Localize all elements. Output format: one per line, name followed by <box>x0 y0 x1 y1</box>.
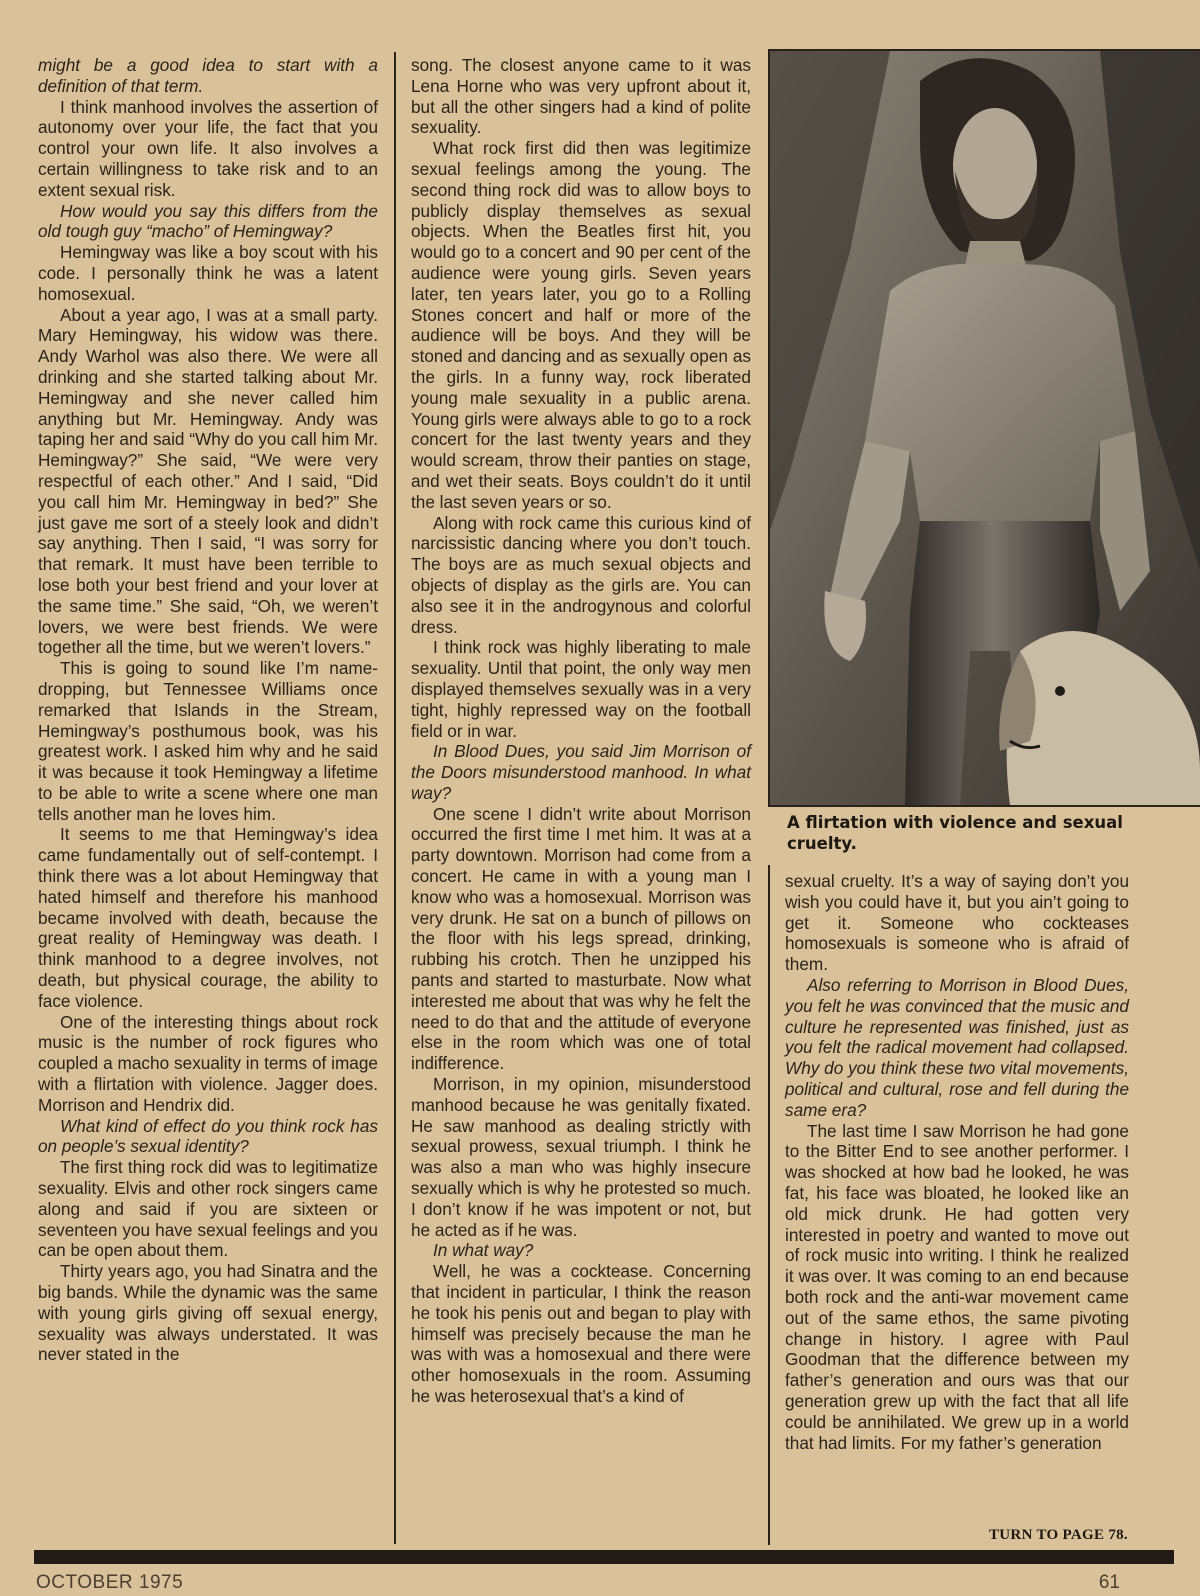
interview-answer: Thirty years ago, you had Sinatra and the big bands. While the dynamic was the same with young girls giving off sexual energy, sexuality was always understated. It was never stated in the <box>38 1261 378 1365</box>
interview-answer: It seems to me that Hemingway’s idea came fundamentally out of self-contempt. I think there was a lot about Hemingway that hated himself and therefore his manhood became involved with death, because the great reality of Hemingway was death. I think manhood to a degree involves, not death, but physical courage, the ability to face violence. <box>38 824 378 1011</box>
interview-answer: I think manhood involves the assertion of autonomy over your life, the fact that you control your own life. It also involves a certain willingness to take risk and to an extent sexual risk. <box>38 96 378 200</box>
footer-rule <box>34 1550 1174 1564</box>
photo-caption: A flirtation with violence and sexual cruelty. <box>787 813 1123 853</box>
interview-question: In Blood Dues, you said Jim Morrison of the Doors misunderstood manhood. In what way? <box>411 741 751 803</box>
interview-answer: This is going to sound like I’m name-dropping, but Tennessee Williams once remarked that Islands in the Stream, Hemingway’s posthumous book, was his greatest work. I asked him why and he said it was because it took Hemingway a lifetime to be able to write a scene where one man tells another man he loves him. <box>38 658 378 824</box>
photo-man-with-dog <box>768 49 1200 807</box>
text-column-2 <box>411 55 751 1407</box>
column-divider-2 <box>768 865 770 1545</box>
interview-answer: About a year ago, I was at a small party. Mary Hemingway, his widow was there. Andy Warhol was also there. We were all drinking and she started talking about Mr. Hemingway and she never called him anything but Mr. Hemingway. Andy was taping her and said “Why do you call him Mr. Hemingway?” She said, “We were very respectful of each other.” And I said, “Did you call him Mr. Hemingway in bed?” She just gave me sort of a steely look and didn’t say anything. Then I said, “I was sorry for that remark. It must have been terrible to lose both your best friend and your lover at the same time.” She said, “Oh, we weren’t lovers, we were best friends. We were together all the time, but we weren’t lovers.” <box>38 304 378 658</box>
interview-answer: The last time I saw Morrison he had gone to the Bitter End to see another performer. I was shocked at how bad he looked, he was fat, his face was bloated, he looked like an old mick drunk. He had gotten very interested in poetry and wanted to move out of rock music into writing. I think he realized it was over. It was coming to an end because both rock and the anti-war movement came out of the same ethos, the same pivoting change in history. I agree with Paul Goodman that the difference between my father’s generation and ours was that our generation grew up with the fact that all life could be annihilated. We grew up in a world that had limits. For my father’s generation <box>785 1120 1129 1453</box>
interview-question: In what way? <box>433 1240 534 1261</box>
column-divider-1 <box>394 52 396 1544</box>
text-column-3 <box>785 871 1129 1453</box>
page-number: 61 <box>1098 1572 1120 1593</box>
interview-answer: Well, he was a cocktease. Concerning that incident in particular, I think the reason he took his penis out and began to play with himself was precisely because the man he was with was a homosexual and there were other homosexuals in the room. Assuming he was heterosexual that’s a kind of <box>411 1261 751 1406</box>
interview-question: might be a good idea to start with a definition of that term. <box>38 55 378 96</box>
continuation-note: TURN TO PAGE 78. <box>989 1527 1128 1543</box>
interview-answer: The first thing rock did was to legitimatize sexuality. Elvis and other rock singers came along and said if you are sixteen or seventeen you have sexual feelings and you can be open about them. <box>38 1157 378 1261</box>
interview-answer: I think rock was highly liberating to male sexuality. Until that point, the only way men displayed themselves sexually was in a very tight, highly repressed way on the football field or in war. <box>411 637 751 741</box>
interview-answer: Morrison, in my opinion, misunderstood manhood because he was genitally fixated. He saw manhood as dealing strictly with sexual prowess, sexual triumph. I think he was also a man who was highly insecure sexually which is why he protested so much. I don’t know if he was impotent or not, but he acted as if he was. <box>411 1074 751 1240</box>
interview-answer: One scene I didn’t write about Morrison occurred the first time I met him. It was at a party downtown. Morrison had come from a concert. He came in with a young man I know who was a homosexual. Morrison was very drunk. He sat on a bunch of pillows on the floor with his legs spread, drinking, rubbing his crotch. Then he unzipped his pants and started to masturbate. Now what interested me about that was why he felt the need to do that and the attitude of everyone else in the room which was one of total indifference. <box>411 803 751 1074</box>
interview-question: How would you say this differs from the old tough guy “macho” of Hemingway? <box>38 200 378 242</box>
issue-date: OCTOBER 1975 <box>36 1572 184 1593</box>
interview-answer: Hemingway was like a boy scout with his code. I personally think he was a latent homosexual. <box>38 242 378 304</box>
interview-answer: song. The closest anyone came to it was Lena Horne who was very upfront about it, but all the other singers had a kind of polite sexuality. <box>411 55 751 138</box>
interview-question: Also referring to Morrison in Blood Dues, you felt he was convinced that the music and culture he represented was finished, just as you felt the radical movement had collapsed. Why do you think these two vital movements, political and cultural, rose and fell during the same era? <box>785 974 1129 1120</box>
interview-answer: What rock first did then was legitimize sexual feelings among the young. The second thing rock did was to allow boys to publicly display themselves as sexual objects. When the Beatles first hit, you would go to a concert and 90 per cent of the audience were young girls. Seven years later, ten years later, you go to a Rolling Stones concert and half or more of the audience will be boys. And they will be stoned and dancing and as sexually open as the girls. In a funny way, rock liberated young male sexuality in a public arena. Young girls were always able to go to a rock concert for the last twenty years and they would scream, throw their panties on stage, and wet their seats. Boys couldn’t do it until the last seven years or so. <box>411 138 751 512</box>
interview-answer: Along with rock came this curious kind of narcissistic dancing where you don’t touch. The boys are as much sexual objects and objects of display as the girls are. You can also see it in the androgynous and colorful dress. <box>411 512 751 637</box>
interview-question: What kind of effect do you think rock has on people’s sexual identity? <box>38 1115 378 1157</box>
text-column-1 <box>38 55 378 1365</box>
interview-answer: One of the interesting things about rock music is the number of rock figures who coupled a macho sexuality in terms of image with a flirtation with violence. Jagger does. Morrison and Hendrix did. <box>38 1011 378 1115</box>
interview-answer: sexual cruelty. It’s a way of saying don’t you wish you could have it, but you ain’t going to get it. Someone who cockteases homosexuals is someone who is afraid of them. <box>785 871 1129 975</box>
